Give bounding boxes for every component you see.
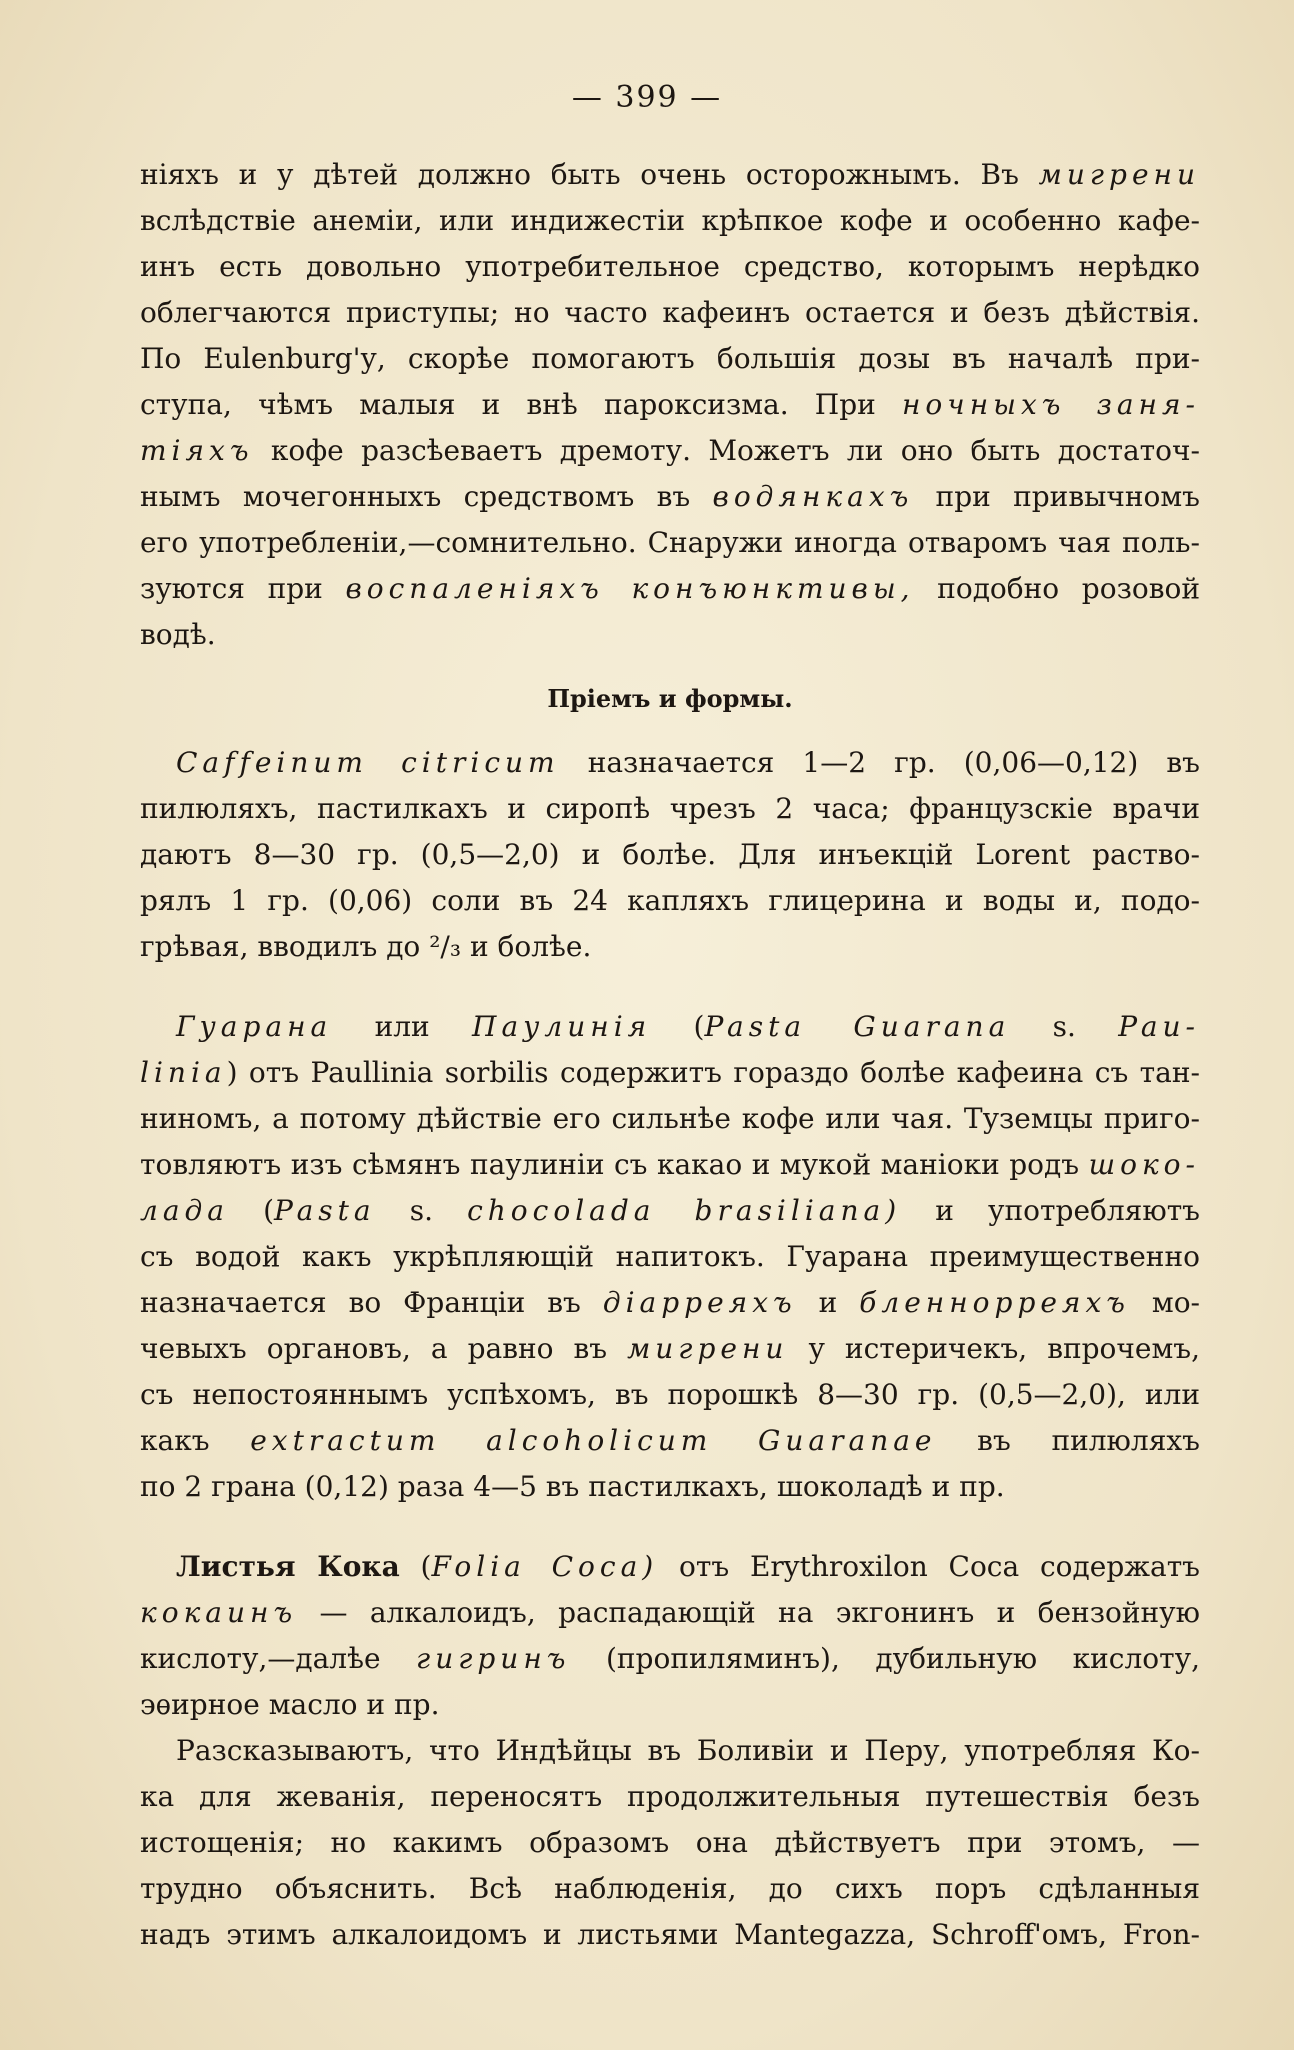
p3-line-5: лада (Pasta s. chocolada brasiliana) и употребляютъ [140, 1194, 1200, 1227]
page-number: — 399 — [571, 80, 723, 115]
p2-line-4: рялъ 1 гр. (0,06) соли въ 24 капляхъ глицерина и воды и, подо- [140, 884, 1200, 917]
p2-line-5: грѣвая, вводилъ до ²/₃ и болѣе. [140, 930, 592, 963]
p1-line-7: тіяхъ кофе разсѣеваетъ дремоту. Можетъ ли оно быть достаточ- [140, 434, 1200, 467]
p3-line-6: съ водой какъ укрѣпляющій напитокъ. Гуарана преимущественно [140, 1240, 1200, 1273]
p2-line-2: пилюляхъ, пастилкахъ и сиропѣ чрезъ 2 часа; французскіе врачи [140, 792, 1200, 825]
p3-line-7: назначается во Франціи въ діарреяхъ и бленнорреяхъ мо- [140, 1286, 1201, 1319]
p3-line-1: Гуарана или Паулинія (Pasta Guarana s. Pau- [176, 1010, 1201, 1043]
section-heading: Пріемъ и формы. [547, 684, 793, 713]
p1-line-11: водѣ. [140, 618, 216, 651]
p3-line-9: съ непостояннымъ успѣхомъ, въ порошкѣ 8—30 гр. (0,5—2,0), или [140, 1378, 1200, 1411]
p5-line-2: ка для жеванія, переносятъ продолжительныя путешествія безъ [140, 1780, 1200, 1813]
p5-line-5: надъ этимъ алкалоидомъ и листьями Mantegazza, Schroff'омъ, Fron- [140, 1918, 1200, 1951]
p1-line-10: зуются при воспаленіяхъ конъюнктивы, подобно розовой [140, 572, 1200, 605]
p4-line-1: Листья Кока (Folia Coca) отъ Erythroxilon Coca содержатъ [176, 1550, 1200, 1583]
p1-line-5: По Eulenburg'у, скорѣе помогаютъ большія дозы въ началѣ при- [140, 342, 1200, 375]
p4-line-4: эѳирное масло и пр. [140, 1688, 440, 1721]
p4-line-3: кислоту,—далѣе гигринъ (пропиляминъ), дубильную кислоту, [140, 1642, 1200, 1675]
emphasis-migraine: мигрени [1038, 158, 1200, 191]
page-body [140, 152, 1200, 1958]
p3-line-2: linia) отъ Paullinia sorbilis содержитъ гораздо болѣе кафеина съ тан- [140, 1056, 1200, 1089]
p3-line-11: по 2 грана (0,12) раза 4—5 въ пастилкахъ, шоколадѣ и пр. [140, 1470, 1005, 1503]
p1-line-9: его употребленіи,—сомнительно. Снаружи иногда отваромъ чая поль- [140, 526, 1200, 559]
p1-line-8: нымъ мочегонныхъ средствомъ въ водянкахъ при привычномъ [140, 480, 1200, 513]
p3-line-8: чевыхъ органовъ, а равно въ мигрени у истеричекъ, впрочемъ, [140, 1332, 1200, 1365]
p1-line-6: ступа, чѣмъ малыя и внѣ пароксизма. При ночныхъ заня- [140, 388, 1200, 421]
p5-line-1: Разсказываютъ, что Индѣйцы въ Боливіи и Перу, употребляя Ко- [176, 1734, 1200, 1767]
p2-line-1: Caffeinum citricum назначается 1—2 гр. (0,06—0,12) въ [176, 746, 1200, 779]
p1-line-4: облегчаются приступы; но часто кафеинъ остается и безъ дѣйствія. [140, 296, 1200, 329]
p4-line-2: кокаинъ — алкалоидъ, распадающій на экгонинъ и бензойную [140, 1596, 1200, 1629]
p3-line-3: ниномъ, а потому дѣйствіе его сильнѣе кофе или чая. Туземцы приго- [140, 1102, 1200, 1135]
p2-line-3: даютъ 8—30 гр. (0,5—2,0) и болѣе. Для инъекцій Lorent раство- [140, 838, 1200, 871]
p1-line-3: инъ есть довольно употребительное средство, которымъ нерѣдко [140, 250, 1200, 283]
p1-line-2: вслѣдствіе анеміи, или индижестіи крѣпкое кофе и особенно кафе- [140, 204, 1200, 237]
p3-line-10: какъ extractum alcoholicum Guaranae въ пилюляхъ [140, 1424, 1200, 1457]
p5-line-3: истощенія; но какимъ образомъ она дѣйствуетъ при этомъ, — [140, 1826, 1200, 1859]
p5-line-4: трудно объяснить. Всѣ наблюденія, до сихъ поръ сдѣланныя [140, 1872, 1200, 1905]
p1-line-1: ніяхъ и у дѣтей должно быть очень осторожнымъ. Въ мигрени [140, 158, 1200, 191]
p3-line-4: товляютъ изъ сѣмянъ паулиніи съ какао и мукой маніоки родъ шоко- [140, 1148, 1200, 1181]
